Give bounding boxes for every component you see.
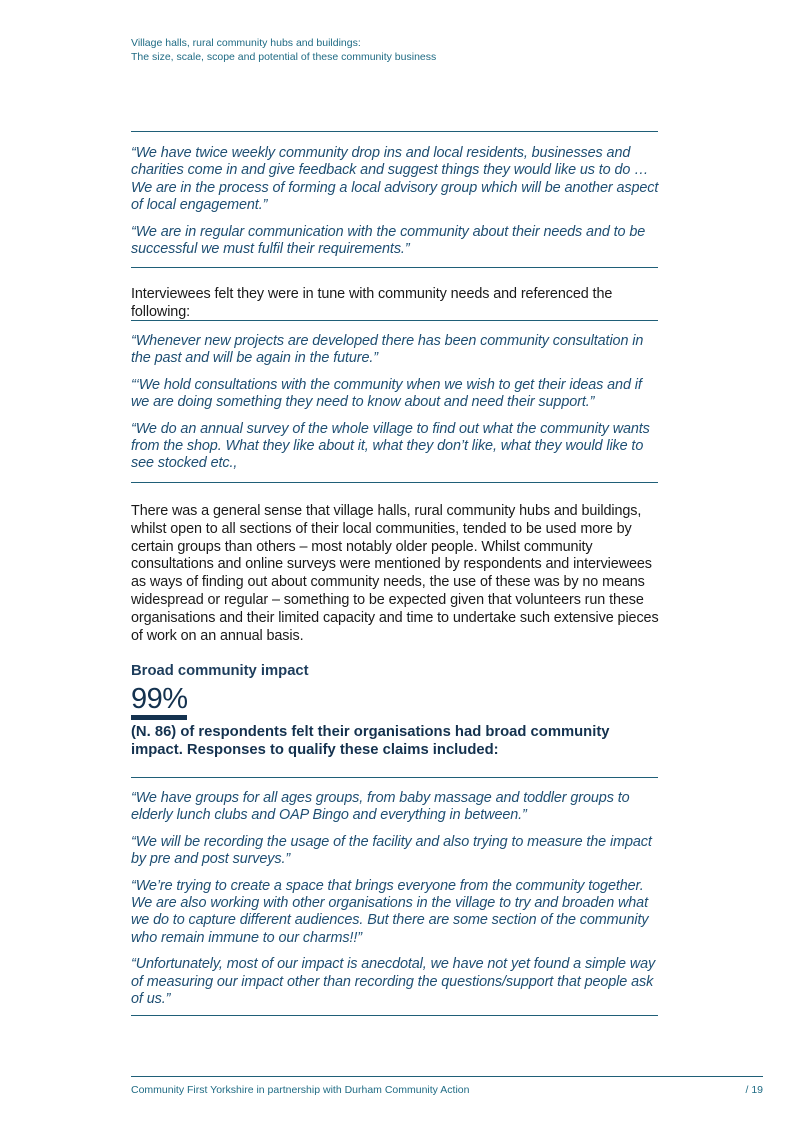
quote: “We have twice weekly community drop ins and local residents, businesses and charities come in and give feedback and suggest things they would like us to do … We are in the process of forming a local advisory group which will be another aspect of local engagement.” xyxy=(131,145,659,214)
quote: “Whenever new projects are developed there has been community consultation in the past and will be again in the future.” xyxy=(131,333,644,367)
body-text xyxy=(131,503,661,645)
page-number: / 19 xyxy=(745,1084,763,1096)
quote-block-2 xyxy=(131,333,661,482)
footer-credit: Community First Yorkshire in partnership with Durham Community Action xyxy=(131,1084,470,1096)
divider-rule xyxy=(131,320,658,321)
quote: “We will be recording the usage of the facility and also trying to measure the impact by pre and post surveys.” xyxy=(131,833,652,868)
quote-block-1 xyxy=(131,145,661,267)
footer-rule xyxy=(131,1076,763,1077)
running-header xyxy=(131,36,651,64)
stat-description xyxy=(131,723,661,759)
quote: “‘We hold consultations with the community when we wish to get their ideas and if we are doing something they need to know about and need their support.” xyxy=(131,376,642,411)
divider-rule xyxy=(131,482,658,483)
quote: “We do an annual survey of the whole village to find out what the community wants from the shop. What they like about it, what they don’t like, what they would like to see stocked etc., xyxy=(131,420,650,472)
stat-underline xyxy=(131,715,187,720)
quote: “We’re trying to create a space that brings everyone from the community together. We are also working with other organisations in the village to try and broaden what we do to capture different audiences. But there are some section of the community who remain immune to our charms!!” xyxy=(131,877,649,946)
header-line-1: Village halls, rural community hubs and buildings: xyxy=(131,37,361,49)
divider-rule xyxy=(131,1015,658,1016)
quote-block-3 xyxy=(131,790,661,1017)
intro-paragraph: Interviewees felt they were in tune with community needs and referenced the following: xyxy=(131,286,613,320)
header-line-2: The size, scale, scope and potential of these community business xyxy=(131,51,437,63)
intro-text xyxy=(131,286,661,322)
divider-rule xyxy=(131,131,658,132)
body-paragraph: There was a general sense that village halls, rural community hubs and buildings, whilst open to all sections of their local communities, tended to be used more by certain groups than others – most notably older people. Whilst community consultations and online surveys were mentioned by respondents and interviewees as ways of finding out about community needs, the use of these was by no means widespread or regular – something to be expected given that volunteers run these organisations and their limited capacity and time to undertake such extensive pieces of work on an annual basis. xyxy=(131,503,659,644)
stat-number: 99% xyxy=(131,683,188,715)
section-heading: Broad community impact xyxy=(131,663,309,679)
divider-rule xyxy=(131,777,658,778)
divider-rule xyxy=(131,267,658,268)
quote: “We have groups for all ages groups, from baby massage and toddler groups to elderly lunch clubs and OAP Bingo and everything in between.” xyxy=(131,790,630,824)
quote: “We are in regular communication with the community about their needs and to be successful we must fulfil their requirements.” xyxy=(131,223,646,258)
stat-description-text: (N. 86) of respondents felt their organisations had broad community impact. Responses to qualify these claims included: xyxy=(131,724,610,758)
quote: “Unfortunately, most of our impact is anecdotal, we have not yet found a simple way of measuring our impact other than recording the questions/support that people ask of us.” xyxy=(131,956,656,1008)
